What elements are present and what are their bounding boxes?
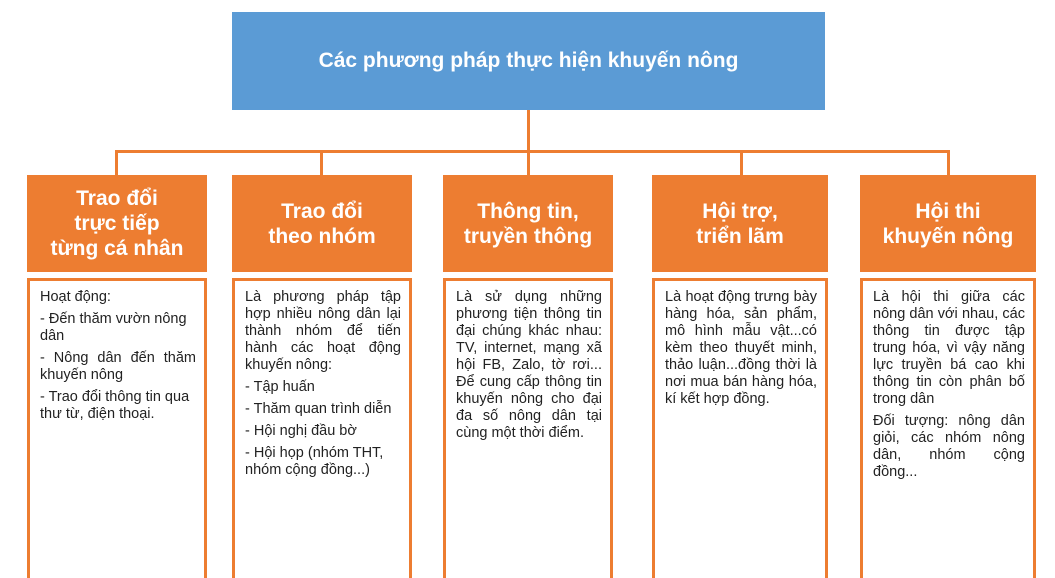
heading-line: Hội trợ,: [702, 199, 778, 223]
list-item: - Đến thăm vườn nông dân: [40, 311, 187, 344]
column-3-heading: [443, 175, 613, 272]
list-item: - Tập huấn: [245, 379, 315, 395]
connector-drop-2: [320, 150, 323, 175]
column-1-heading: [27, 175, 207, 272]
connector-drop-1: [115, 150, 118, 175]
list-item: - Trao đổi thông tin qua thư từ, điện thoại.: [40, 389, 190, 422]
heading-line: Trao đổi: [76, 187, 158, 210]
heading-line: Hội thi: [915, 199, 981, 223]
connector-drop-4: [740, 150, 743, 175]
column-1-body: [27, 278, 207, 578]
heading-line: trực tiếp: [74, 212, 160, 235]
heading-line: theo nhóm: [268, 224, 376, 248]
column-2-heading: [232, 175, 412, 272]
connector-bar: [115, 150, 950, 153]
connector-trunk: [527, 110, 530, 150]
list-item: - Hội nghị đầu bờ: [245, 423, 357, 439]
heading-line: từng cá nhân: [50, 237, 184, 260]
heading-line: khuyến nông: [882, 224, 1014, 248]
column-1-intro: Hoạt động:: [40, 289, 111, 305]
diagram-title: Các phương pháp thực hiện khuyến nông: [232, 12, 825, 110]
column-5-outro: Đối tượng: nông dân giỏi, các nhóm nông dân, nhóm cộng đồng...: [873, 413, 1025, 480]
column-2-body: [232, 278, 412, 578]
heading-line: Thông tin,: [477, 199, 579, 223]
connector-drop-5: [947, 150, 950, 175]
column-3-intro: Là sử dụng những phương tiện thông tin đại chúng khác nhau: TV, internet, mạng xã hội FB, Zalo, tờ rơi... Để cung cấp thông tin khuyến nông cho đại đa số nông dân tại cùng một thời điểm.: [456, 289, 602, 441]
heading-line: truyền thông: [463, 224, 593, 248]
column-4-intro: Là hoạt động trưng bày hàng hóa, sản phẩm, mô hình mẫu vật...có kèm theo thuyết minh, thảo luận...đồng thời là nơi mua bán hàng hóa, kí kết hợp đồng.: [665, 289, 817, 407]
connector-drop-3: [527, 150, 530, 175]
column-5-heading: [860, 175, 1036, 272]
column-5-body: [860, 278, 1036, 578]
column-5-intro: Là hội thi giữa các nông dân với nhau, các thông tin được tập trung hóa, vì vậy năng lực truyền bá cao khi thông tin còn phân bố trong dân: [873, 289, 1025, 407]
heading-line: Trao đổi: [281, 199, 363, 223]
column-4-heading: [652, 175, 828, 272]
list-item: - Nông dân đến thăm khuyến nông: [40, 350, 196, 383]
column-3-body: [443, 278, 613, 578]
column-2-intro: Là phương pháp tập hợp nhiều nông dân lại thành nhóm để tiến hành các hoạt động khuyến nông:: [245, 289, 401, 373]
column-4-body: [652, 278, 828, 578]
list-item: - Hội họp (nhóm THT, nhóm cộng đồng...): [245, 445, 384, 478]
list-item: - Thăm quan trình diễn: [245, 401, 392, 417]
heading-line: triển lãm: [696, 224, 784, 248]
